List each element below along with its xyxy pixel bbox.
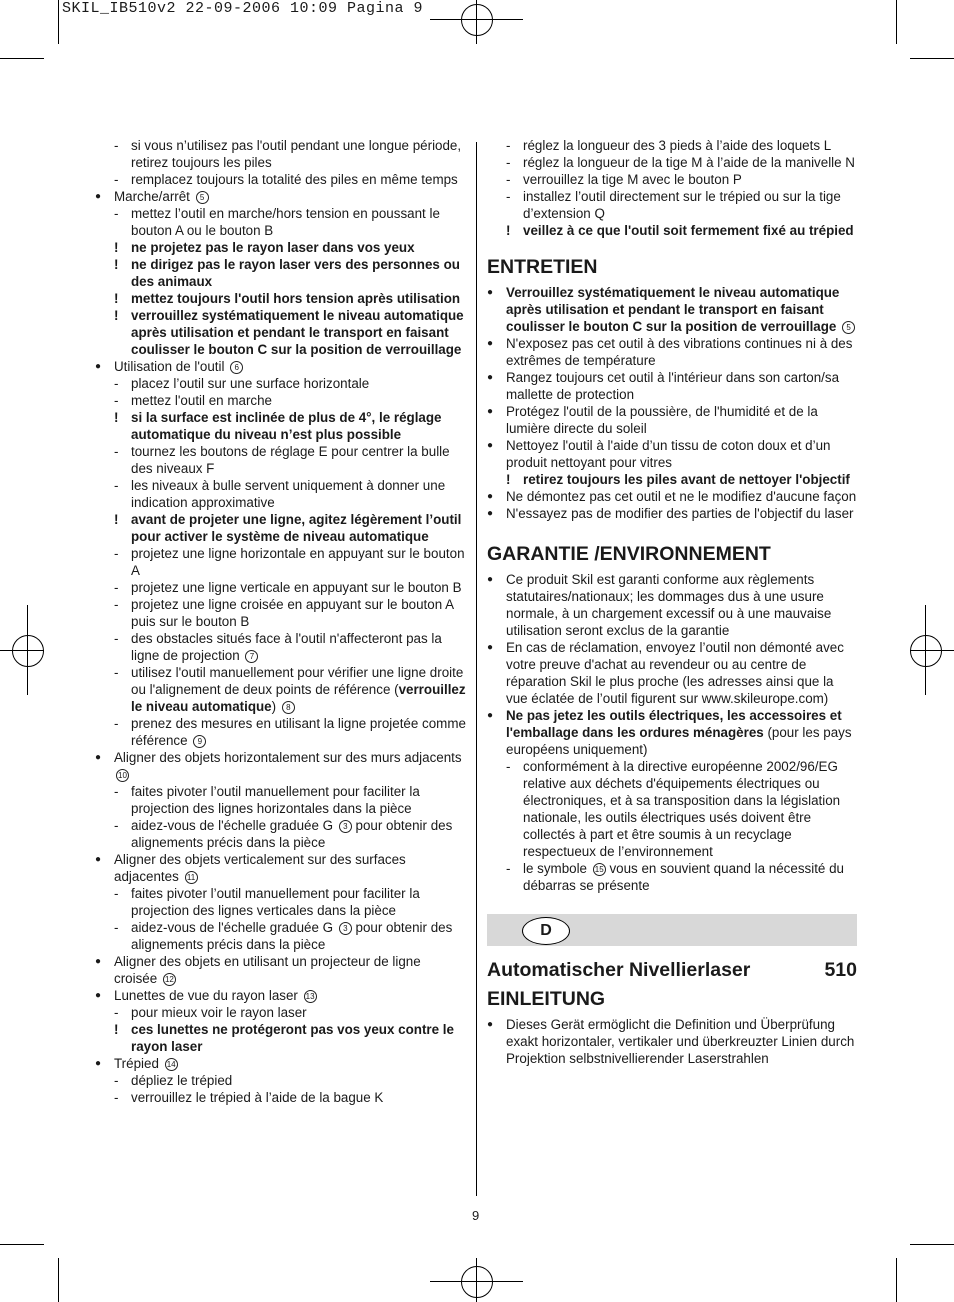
bullet-item [95, 188, 467, 205]
list-marker: ! [114, 257, 119, 272]
warning-item [95, 256, 467, 290]
list-marker: - [114, 478, 119, 493]
crop-mark [896, 1258, 897, 1302]
tripod-steps-continued [487, 137, 857, 239]
dash-item [95, 630, 467, 664]
list-marker: - [114, 393, 119, 408]
item-text: des obstacles situés face à l'outil n'affecteront pas la ligne de projection 7 [131, 631, 442, 663]
list-marker: ! [506, 223, 511, 238]
item-text [506, 285, 855, 334]
list-marker: ● [95, 854, 102, 865]
crop-mark [0, 1244, 44, 1245]
garantie-heading: GARANTIE /ENVIRONNEMENT [487, 543, 771, 565]
list-marker: ! [114, 291, 119, 306]
dash-item [95, 375, 467, 392]
figure-reference: 8 [282, 701, 295, 714]
dash-item [95, 477, 467, 511]
item-text: prenez des mesures en utilisant la ligne projetée comme référence 9 [131, 716, 466, 748]
bold-text: Verrouillez systématiquement le niveau automatique après utilisation et pendant le transport en faisant coulisser le bouton C sur la position de verrouillage [506, 285, 840, 334]
item-text: Protégez l'outil de la poussière, de l'humidité et de la lumière directe du soleil [506, 404, 818, 436]
item-text: placez l’outil sur une surface horizontale [131, 376, 370, 391]
figure-reference: 5 [196, 191, 209, 204]
bold-text: verrouillez le niveau automatique [131, 682, 466, 714]
list-marker: - [114, 818, 119, 833]
item-text: verrouillez la tige M avec le bouton P [523, 172, 742, 187]
item-text: projetez une ligne verticale en appuyant sur le bouton B [131, 580, 462, 595]
warning-item [95, 511, 467, 545]
list-marker: - [506, 172, 511, 187]
list-marker: ● [95, 361, 102, 372]
registration-mark [461, 1266, 493, 1298]
list-marker: ● [487, 642, 494, 653]
list-marker: - [114, 1073, 119, 1088]
list-marker: - [114, 665, 119, 680]
list-marker: ● [95, 990, 102, 1001]
bold-text: Ne pas jetez les outils électriques, les accessoires et l'emballage dans les ordures ménagères [506, 708, 842, 740]
dash-item [487, 860, 857, 894]
item-text: Marche/arrêt 5 [114, 189, 209, 204]
item-text: Aligner des objets en utilisant un projecteur de ligne croisée 12 [114, 954, 421, 986]
dash-item [95, 579, 467, 596]
item-text: réglez la longueur de la tige M à l’aide de la manivelle N [523, 155, 855, 170]
list-marker: ● [487, 287, 494, 298]
list-marker: - [114, 546, 119, 561]
registration-mark [461, 4, 493, 36]
dash-item [95, 171, 467, 188]
entretien-heading: ENTRETIEN [487, 256, 598, 278]
dash-item [95, 443, 467, 477]
bullet-item [487, 488, 857, 505]
dash-item [95, 137, 467, 171]
dash-item [95, 919, 467, 953]
list-marker: - [506, 189, 511, 204]
figure-reference: 9 [193, 735, 206, 748]
list-marker: - [114, 1090, 119, 1105]
bullet-item [487, 505, 857, 522]
figure-reference: 7 [245, 650, 258, 663]
item-text: dépliez le trépied [131, 1073, 233, 1088]
item-text: installez l’outil directement sur le trépied ou sur la tige d’extension Q [523, 189, 841, 221]
registration-mark [925, 605, 926, 695]
entretien-list [487, 284, 857, 522]
bullet-item [95, 358, 467, 375]
bullet-item [95, 1055, 467, 1072]
dash-item [95, 1089, 467, 1106]
list-marker: - [506, 138, 511, 153]
item-text: Ce produit Skil est garanti conforme aux règlements statutaires/nationaux; les dommages dus à une usure normale, à un chargement excessif ou à une mauvaise utilisation seront exclus de la garantie [506, 572, 832, 638]
registration-mark [27, 605, 28, 695]
crop-mark [910, 58, 954, 59]
bullet-item [487, 437, 857, 471]
print-header: SKIL_IB510v2 22-09-2006 10:09 Pagina 9 [62, 0, 424, 17]
item-text: verrouillez systématiquement le niveau automatique après utilisation et pendant le transport en faisant coulisser le bouton C sur la position de verrouillage [131, 308, 464, 357]
item-text: faites pivoter l’outil manuellement pour faciliter la projection des lignes verticales dans la pièce [131, 886, 420, 918]
item-text: Nettoyez l'outil à l'aide d’un tissu de coton doux et d’un produit nettoyant pour vitres [506, 438, 831, 470]
list-marker: ● [95, 956, 102, 967]
dash-item [95, 392, 467, 409]
garantie-list [487, 571, 857, 894]
list-marker: ● [487, 440, 494, 451]
bullet-item [487, 284, 857, 335]
list-marker: - [114, 206, 119, 221]
column-divider [476, 142, 477, 1196]
warning-item [487, 471, 857, 488]
item-text: Ne démontez pas cet outil et ne le modifiez d'aucune façon [506, 489, 857, 504]
list-marker: - [506, 155, 511, 170]
list-marker: - [114, 138, 119, 153]
item-text: Aligner des objets horizontalement sur des murs adjacents 10 [114, 750, 462, 780]
item-text: N'essayez pas de modifier des parties de l'objectif du laser [506, 506, 854, 521]
dash-item [95, 596, 467, 630]
item-text: Aligner des objets verticalement sur des surfaces adjacentes 11 [114, 852, 406, 884]
list-marker: ● [487, 574, 494, 585]
dash-item [95, 715, 467, 749]
dash-item [487, 154, 857, 171]
figure-reference: 12 [163, 973, 176, 986]
item-text: les niveaux à bulle servent uniquement à donner une indication approximative [131, 478, 446, 510]
item-text: tournez les boutons de réglage E pour centrer la bulle des niveaux F [131, 444, 450, 476]
warning-item [487, 222, 857, 239]
list-marker: ● [95, 191, 102, 202]
list-marker: ! [114, 1022, 119, 1037]
bullet-item [487, 571, 857, 639]
item-text: N'exposez pas cet outil à des vibrations continues ni à des extrêmes de température [506, 336, 853, 368]
crop-mark [58, 0, 59, 44]
list-marker: - [506, 759, 511, 774]
item-text: pour mieux voir le rayon laser [131, 1005, 307, 1020]
list-marker: ! [506, 472, 511, 487]
list-marker: ● [487, 508, 494, 519]
list-marker: - [114, 716, 119, 731]
item-text: remplacez toujours la totalité des piles en même temps [131, 172, 458, 187]
bullet-item [487, 335, 857, 369]
figure-reference: 3 [339, 820, 352, 833]
list-marker: ● [487, 338, 494, 349]
list-marker: - [114, 444, 119, 459]
item-text: aidez-vous de l'échelle graduée G 3 pour obtenir des alignements précis dans la pièce [131, 818, 453, 850]
item-text: ces lunettes ne protégeront pas vos yeux contre le rayon laser [131, 1022, 454, 1054]
registration-mark [12, 635, 44, 667]
warning-item [95, 409, 467, 443]
list-marker: - [114, 784, 119, 799]
left-column [95, 137, 467, 1106]
list-marker: - [114, 631, 119, 646]
dash-item [487, 171, 857, 188]
page-number: 9 [472, 1208, 480, 1223]
figure-reference: 11 [185, 871, 198, 884]
list-marker: - [114, 172, 119, 187]
einleitung-heading: EINLEITUNG [487, 988, 606, 1010]
list-marker: ● [487, 1019, 494, 1030]
item-text: utilisez l'outil manuellement pour vérifier une ligne droite ou l'alignement de deux points de référence (verrouillez le niveau automatique) 8 [131, 665, 466, 714]
list-marker: - [114, 580, 119, 595]
list-marker: - [114, 886, 119, 901]
crop-mark [58, 1258, 59, 1302]
registration-mark [0, 650, 44, 651]
dash-item [95, 1004, 467, 1021]
registration-mark [910, 650, 954, 651]
warning-item [95, 307, 467, 358]
list-marker: - [114, 1005, 119, 1020]
dash-item [95, 817, 467, 851]
item-text: projetez une ligne croisée en appuyant sur le bouton A puis sur le bouton B [131, 597, 454, 629]
bullet-item [95, 987, 467, 1004]
item-text: si la surface est inclinée de plus de 4°, le réglage automatique du niveau n’est plus possible [131, 410, 442, 442]
bullet-item [95, 749, 467, 783]
warning-item [95, 1021, 467, 1055]
list-marker: ● [95, 752, 102, 763]
item-text: si vous n’utilisez pas l'outil pendant une longue période, retirez toujours les piles [131, 138, 462, 170]
dash-item [95, 205, 467, 239]
item-text: projetez une ligne horizontale en appuyant sur le bouton A [131, 546, 465, 578]
language-bar [487, 914, 857, 946]
item-text: mettez l'outil en marche [131, 393, 272, 408]
item-text: ne projetez pas le rayon laser dans vos yeux [131, 240, 415, 255]
list-marker: ● [487, 710, 494, 721]
list-marker: ! [114, 410, 119, 425]
product-model: 510 [824, 959, 857, 981]
item-text: Ne pas jetez les outils électriques, les accessoires et l'emballage dans les ordures ménagères (pour les pays européens uniquement) [506, 708, 852, 757]
product-name: Automatischer Nivellierlaser [487, 959, 751, 981]
product-title [487, 958, 857, 982]
item-text: mettez toujours l'outil hors tension après utilisation [131, 291, 461, 306]
item-text: veillez à ce que l'outil soit fermement fixé au trépied [523, 223, 854, 238]
bullet-item [487, 403, 857, 437]
item-text: réglez la longueur des 3 pieds à l’aide des loquets L [523, 138, 832, 153]
registration-mark [910, 635, 942, 667]
bullet-item [487, 1016, 857, 1067]
dash-item [487, 137, 857, 154]
figure-reference: 5 [842, 321, 855, 334]
figure-reference: 6 [230, 361, 243, 374]
bullet-item [487, 639, 857, 707]
item-text: Utilisation de l'outil 6 [114, 359, 243, 374]
item-text: avant de projeter une ligne, agitez légèrement l’outil pour activer le système de niveau automatique [131, 512, 462, 544]
bullet-item [487, 707, 857, 758]
figure-reference: 13 [304, 990, 317, 1003]
item-text: retirez toujours les piles avant de nettoyer l'objectif [523, 472, 850, 487]
bullet-item [487, 369, 857, 403]
dash-item [487, 758, 857, 860]
item-text: ne dirigez pas le rayon laser vers des personnes ou des animaux [131, 257, 460, 289]
figure-reference: 14 [165, 1058, 178, 1071]
list-marker: ● [487, 372, 494, 383]
item-text: Rangez toujours cet outil à l'intérieur dans son carton/sa mallette de protection [506, 370, 840, 402]
right-column [487, 137, 857, 1067]
list-marker: - [114, 920, 119, 935]
warning-item [95, 290, 467, 307]
dash-item [95, 1072, 467, 1089]
list-marker: ● [95, 1058, 102, 1069]
dash-item [487, 188, 857, 222]
list-marker: - [114, 376, 119, 391]
list-marker: ! [114, 308, 119, 323]
list-marker: - [506, 861, 511, 876]
registration-mark [476, 0, 477, 44]
item-text: Lunettes de vue du rayon laser 13 [114, 988, 317, 1003]
crop-mark [0, 58, 44, 59]
einleitung-list [487, 1016, 857, 1067]
dash-item [95, 885, 467, 919]
crop-mark [896, 0, 897, 44]
list-marker: ! [114, 512, 119, 527]
dash-item [95, 545, 467, 579]
crop-mark [910, 1244, 954, 1245]
dash-item [95, 664, 467, 715]
item-text: aidez-vous de l'échelle graduée G 3 pour obtenir des alignements précis dans la pièce [131, 920, 453, 952]
item-text: Trépied 14 [114, 1056, 178, 1071]
warning-item [95, 239, 467, 256]
bullet-item [95, 953, 467, 987]
item-text: faites pivoter l’outil manuellement pour faciliter la projection des lignes horizontales dans la pièce [131, 784, 420, 816]
dash-item [95, 783, 467, 817]
item-text: Dieses Gerät ermöglicht die Definition und Überprüfung exakt horizontaler, vertikaler und überkreuzter Linien durch Projektion selbstnivellierender Laserstrahlen [506, 1017, 855, 1066]
item-text: conformément à la directive européenne 2002/96/EG relative aux déchets d'équipements électriques ou électroniques, et à sa transposition dans la législation nationale, les outils électriques usés doivent être collectés à part et être soumis à un recyclage respectueux de l’environnement [523, 759, 841, 859]
list-marker: - [114, 597, 119, 612]
item-text: le symbole 15 vous en souvient quand la nécessité du débarras se présente [523, 861, 844, 893]
figure-reference: 15 [593, 863, 606, 876]
item-text: mettez l’outil en marche/hors tension en poussant le bouton A ou le bouton B [131, 206, 440, 238]
list-marker: ● [487, 491, 494, 502]
list-marker: ! [114, 240, 119, 255]
figure-reference: 10 [116, 769, 129, 782]
language-tag: D [522, 917, 570, 945]
item-text: En cas de réclamation, envoyez l’outil non démonté avec votre preuve d'achat au revendeur ou au centre de réparation Skil le plus proche (les adresses ainsi que la vue éclatée de l’outil figurent sur www.skileurope.com) [506, 640, 844, 706]
item-text: verrouillez le trépied à l’aide de la bague K [131, 1090, 384, 1105]
bullet-item [95, 851, 467, 885]
list-marker: ● [487, 406, 494, 417]
figure-reference: 3 [339, 922, 352, 935]
registration-mark [476, 1258, 477, 1302]
